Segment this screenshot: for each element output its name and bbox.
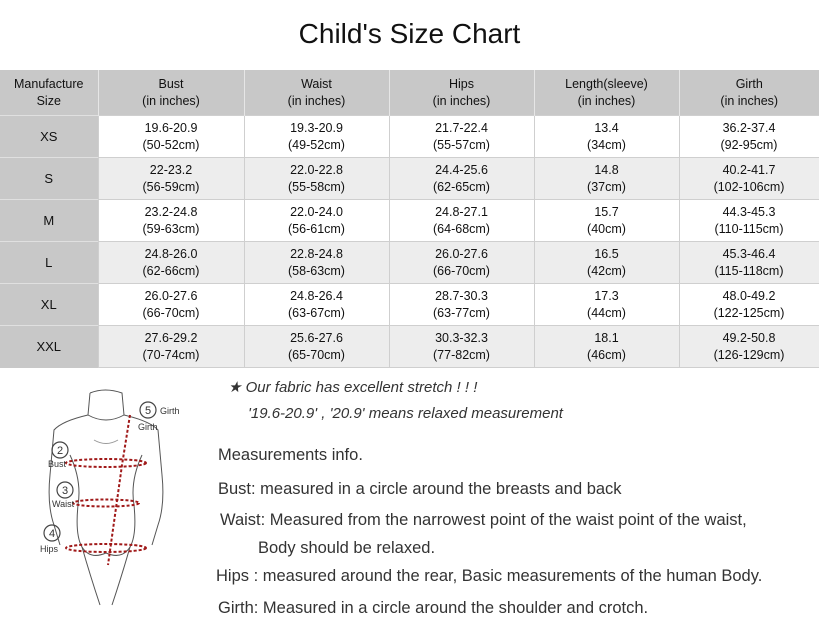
value-inches: 22.8-24.8 (290, 246, 343, 261)
table-cell (679, 200, 819, 242)
header-hips: Hips (in inches) (389, 70, 534, 116)
bust-tape (66, 459, 146, 467)
table-row (0, 116, 819, 158)
value-cm: (63-77cm) (433, 305, 490, 320)
page-title: Child's Size Chart (298, 18, 521, 49)
table-cell (534, 200, 679, 242)
table-cell (389, 116, 534, 158)
value-cm: (63-67cm) (288, 305, 345, 320)
hips-info: Hips : measured around the rear, Basic measurements of the human Body. (216, 567, 763, 585)
header-manufacture-size: Manufacture Size (0, 70, 98, 116)
value-inches: 18.1 (594, 330, 619, 345)
table-cell (534, 326, 679, 368)
table-cell (679, 326, 819, 368)
table-cell (679, 158, 819, 200)
table-cell (534, 158, 679, 200)
value-cm: (70-74cm) (142, 347, 200, 362)
table-cell (534, 242, 679, 284)
value-cm: (46cm) (587, 347, 626, 362)
value-cm: (59-63cm) (142, 221, 200, 236)
value-cm: (115-118cm) (714, 263, 784, 278)
value-cm: (49-52cm) (288, 137, 345, 152)
table-cell (98, 116, 244, 158)
value-cm: (56-59cm) (142, 179, 200, 194)
value-inches: 23.2-24.8 (144, 204, 198, 219)
value-inches: 30.3-32.3 (435, 330, 488, 345)
table-cell (244, 158, 389, 200)
value-cm: (110-115cm) (714, 221, 784, 236)
value-inches: 36.2-37.4 (722, 120, 776, 135)
bust-info: Bust: measured in a circle around the breasts and back (218, 480, 622, 498)
table-cell (679, 242, 819, 284)
value-inches: 44.3-45.3 (722, 204, 776, 219)
size-label: S (0, 158, 98, 200)
table-cell (534, 284, 679, 326)
value-cm: (44cm) (587, 305, 626, 320)
value-inches: 24.4-25.6 (435, 162, 488, 177)
waist-tape (73, 500, 139, 507)
table-cell (679, 284, 819, 326)
label-hips: Hips (40, 544, 59, 554)
girth-info: Girth: Measured in a circle around the shoulder and crotch. (218, 599, 649, 617)
table-cell (98, 284, 244, 326)
label-waist: Waist (52, 499, 75, 509)
table-cell (389, 242, 534, 284)
label-number-3: 3 (61, 485, 69, 497)
value-cm: (34cm) (587, 137, 626, 152)
girth-tape (108, 415, 130, 565)
value-inches: 26.0-27.6 (144, 288, 198, 303)
label-number-5: 5 (144, 405, 152, 417)
value-cm: (64-68cm) (433, 221, 490, 236)
header-waist: Waist (in inches) (244, 70, 389, 116)
relaxed-note: '19.6-20.9' , '20.9' means relaxed measurement (248, 405, 563, 422)
value-inches: 19.3-20.9 (290, 120, 343, 135)
table-cell (679, 116, 819, 158)
table-cell (244, 242, 389, 284)
value-inches: 17.3 (594, 288, 619, 303)
table-row (0, 200, 819, 242)
value-cm: (55-58cm) (288, 179, 345, 194)
table-cell (244, 116, 389, 158)
value-cm: (102-106cm) (713, 179, 785, 194)
label-girth: Girth (160, 406, 180, 416)
header-length-sleeve: Length(sleeve) (in inches) (534, 70, 679, 116)
table-cell (98, 242, 244, 284)
value-cm: (122-125cm) (713, 305, 785, 320)
value-inches: 49.2-50.8 (722, 330, 776, 345)
value-cm: (126-129cm) (713, 347, 785, 362)
table-row (0, 326, 819, 368)
value-inches: 28.7-30.3 (435, 288, 488, 303)
table-cell (98, 326, 244, 368)
table-cell (389, 284, 534, 326)
body-measurement-figure (30, 385, 205, 635)
waist-info-line1: Waist: Measured from the narrowest point of the waist point of the waist, (220, 511, 747, 529)
value-inches: 22.0-24.0 (290, 204, 343, 219)
value-cm: (55-57cm) (433, 137, 490, 152)
value-inches: 25.6-27.6 (290, 330, 343, 345)
value-inches: 16.5 (594, 246, 619, 261)
table-row (0, 158, 819, 200)
table-cell (244, 284, 389, 326)
value-inches: 15.7 (594, 204, 619, 219)
label-girth-small: Girth (138, 422, 158, 432)
value-inches: 45.3-46.4 (722, 246, 776, 261)
size-label: XS (0, 116, 98, 158)
header-girth: Girth (in inches) (679, 70, 819, 116)
size-label: M (0, 200, 98, 242)
value-cm: (42cm) (587, 263, 626, 278)
measure-lines (66, 415, 146, 565)
label-number-4: 4 (48, 528, 56, 540)
hips-tape (66, 544, 146, 552)
value-cm: (40cm) (587, 221, 626, 236)
table-cell (98, 158, 244, 200)
value-cm: (66-70cm) (433, 263, 490, 278)
label-number-2: 2 (56, 445, 64, 457)
value-cm: (37cm) (587, 179, 626, 194)
stretch-note: ★ Our fabric has excellent stretch ! ! ! (228, 379, 478, 396)
table-cell (244, 200, 389, 242)
value-inches: 22.0-22.8 (290, 162, 343, 177)
table-cell (98, 200, 244, 242)
value-inches: 21.7-22.4 (435, 120, 488, 135)
label-bust: Bust (48, 459, 67, 469)
value-cm: (56-61cm) (288, 221, 345, 236)
table-cell (244, 326, 389, 368)
table-row (0, 242, 819, 284)
value-cm: (65-70cm) (288, 347, 345, 362)
value-inches: 13.4 (594, 120, 619, 135)
table-row (0, 284, 819, 326)
value-inches: 19.6-20.9 (144, 120, 198, 135)
value-cm: (77-82cm) (433, 347, 490, 362)
value-inches: 27.6-29.2 (144, 330, 198, 345)
value-cm: (62-65cm) (433, 179, 490, 194)
value-cm: (62-66cm) (142, 263, 200, 278)
measurements-info-title: Measurements info. (218, 446, 363, 464)
size-label: XL (0, 284, 98, 326)
value-inches: 24.8-27.1 (435, 204, 488, 219)
table-cell (389, 326, 534, 368)
table-cell (389, 200, 534, 242)
header-bust: Bust (in inches) (98, 70, 244, 116)
waist-info-line2: Body should be relaxed. (258, 539, 436, 557)
table-cell (389, 158, 534, 200)
value-inches: 26.0-27.6 (435, 246, 488, 261)
value-inches: 24.8-26.4 (290, 288, 343, 303)
value-inches: 22-23.2 (149, 162, 193, 177)
value-cm: (92-95cm) (720, 137, 778, 152)
value-inches: 24.8-26.0 (144, 246, 198, 261)
size-label: XXL (0, 326, 98, 368)
table-header-row (0, 70, 819, 116)
table-cell (534, 116, 679, 158)
value-cm: (58-63cm) (288, 263, 345, 278)
value-cm: (66-70cm) (142, 305, 200, 320)
value-inches: 14.8 (594, 162, 619, 177)
size-label: L (0, 242, 98, 284)
size-chart-table (0, 70, 819, 368)
value-inches: 40.2-41.7 (722, 162, 776, 177)
value-inches: 48.0-49.2 (722, 288, 776, 303)
value-cm: (50-52cm) (142, 137, 200, 152)
